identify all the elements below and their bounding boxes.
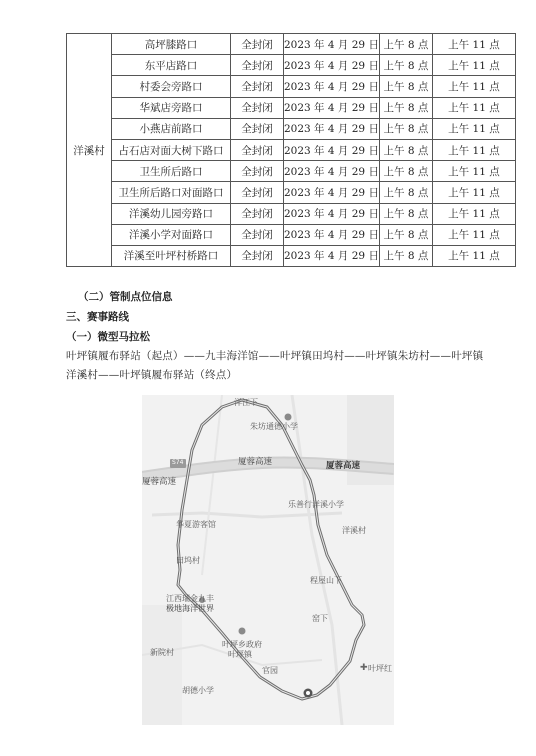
road-cell: 东平店路口: [112, 55, 231, 76]
date-cell: 2023 年 4 月 29 日: [284, 224, 380, 245]
government-marker-icon: [239, 628, 246, 635]
map-label-leshan-school: 乐善行洋溪小学: [288, 500, 344, 509]
school-marker-icon: [285, 414, 292, 421]
closure-type-cell: 全封闭: [231, 203, 284, 224]
start-time-cell: 上午 8 点: [379, 34, 432, 55]
start-time-cell: 上午 8 点: [379, 118, 432, 139]
closure-type-cell: 全封闭: [231, 161, 284, 182]
start-time-cell: 上午 8 点: [379, 139, 432, 160]
end-time-cell: 上午 11 点: [432, 118, 515, 139]
date-cell: 2023 年 4 月 29 日: [284, 97, 380, 118]
control-points-heading: （二）管制点位信息: [78, 291, 173, 303]
end-time-cell: 上午 11 点: [432, 34, 515, 55]
road-cell: 卫生所后路口对面路口: [112, 182, 231, 203]
closure-row: [67, 245, 516, 266]
road-cell: 洋溪至叶坪村桥路口: [112, 245, 231, 266]
closure-type-cell: 全封闭: [231, 118, 284, 139]
closure-row: [67, 182, 516, 203]
closure-row: [67, 118, 516, 139]
map-label-highway-right: 厦蓉高速: [326, 461, 361, 471]
road-cell: 卫生所后路口: [112, 161, 231, 182]
map-label-highway-mid: 厦蓉高速: [238, 457, 273, 467]
end-time-cell: 上午 11 点: [432, 245, 515, 266]
road-cell: 占石店对面大树下路口: [112, 139, 231, 160]
map-label-bottom-mid: 官园: [262, 666, 278, 675]
road-cell: 洋溪幼儿园旁路口: [112, 203, 231, 224]
closure-type-cell: 全封闭: [231, 55, 284, 76]
closure-row: [67, 34, 516, 55]
date-cell: 2023 年 4 月 29 日: [284, 76, 380, 97]
closure-row: [67, 76, 516, 97]
date-cell: 2023 年 4 月 29 日: [284, 245, 380, 266]
map-label-town-gov-2: 叶坪镇: [228, 650, 252, 659]
date-cell: 2023 年 4 月 29 日: [284, 118, 380, 139]
date-cell: 2023 年 4 月 29 日: [284, 182, 380, 203]
start-time-cell: 上午 8 点: [379, 203, 432, 224]
date-cell: 2023 年 4 月 29 日: [284, 161, 380, 182]
road-closure-table: [66, 33, 516, 267]
map-label-jiufeng-1: 江西瑞金九丰: [166, 594, 214, 603]
start-time-cell: 上午 8 点: [379, 76, 432, 97]
map-label-huaxia: 华夏游客馆: [176, 520, 216, 529]
start-time-cell: 上午 8 点: [379, 245, 432, 266]
end-time-cell: 上午 11 点: [432, 139, 515, 160]
map-label-zhufang-school: 朱坊通德小学: [250, 422, 298, 431]
closure-type-cell: 全封闭: [231, 182, 284, 203]
closure-type-cell: 全封闭: [231, 97, 284, 118]
road-cell: 华斌店旁路口: [112, 97, 231, 118]
cross-marker-icon: ✚: [360, 663, 368, 673]
route-description: 叶坪镇履布驿站（起点）——九丰海洋馆——叶坪镇田坞村——叶坪镇朱坊村——叶坪镇洋溪村——叶坪镇履布驿站（终点）: [66, 350, 484, 381]
map-label-xinyuan: 新院村: [150, 648, 174, 657]
road-cell: 高坪膝路口: [112, 34, 231, 55]
start-time-cell: 上午 8 点: [379, 55, 432, 76]
road-cell: 小燕店前路口: [112, 118, 231, 139]
end-time-cell: 上午 11 点: [432, 161, 515, 182]
closure-type-cell: 全封闭: [231, 139, 284, 160]
map-label-town-gov-1: 叶坪乡政府: [222, 640, 262, 649]
date-cell: 2023 年 4 月 29 日: [284, 139, 380, 160]
map-label-mingde: 胡德小学: [182, 686, 214, 695]
map-label-tianwu: 田坞村: [176, 556, 200, 565]
end-time-cell: 上午 11 点: [432, 182, 515, 203]
closure-type-cell: 全封闭: [231, 245, 284, 266]
closure-row: [67, 55, 516, 76]
closure-type-cell: 全封闭: [231, 34, 284, 55]
village-cell: 洋溪村: [67, 34, 112, 267]
date-cell: 2023 年 4 月 29 日: [284, 55, 380, 76]
route-map: [142, 395, 394, 725]
map-label-chengjia: 程屋山下: [310, 576, 342, 585]
map-label-highway-left: 厦蓉高速: [142, 477, 177, 487]
start-time-cell: 上午 8 点: [379, 182, 432, 203]
date-cell: 2023 年 4 月 29 日: [284, 203, 380, 224]
start-time-cell: 上午 8 点: [379, 161, 432, 182]
map-label-yepinghong: 叶坪红: [368, 664, 392, 673]
closure-row: [67, 139, 516, 160]
map-label-yangjiangxia: 洋江下: [234, 398, 258, 407]
closure-table-body: [67, 34, 516, 267]
map-label-kuoxia: 窑下: [312, 614, 328, 623]
route-section-heading: 三、赛事路线: [66, 311, 129, 323]
date-cell: 2023 年 4 月 29 日: [284, 34, 380, 55]
map-label-road-number: S74: [172, 459, 184, 466]
map-label-jiufeng-2: 极地海洋世界: [166, 604, 214, 613]
map-label-yangxi-village: 洋溪村: [342, 526, 366, 535]
micro-marathon-heading: （一）微型马拉松: [66, 331, 150, 343]
start-time-cell: 上午 8 点: [379, 97, 432, 118]
closure-row: [67, 203, 516, 224]
closure-row: [67, 161, 516, 182]
end-time-cell: 上午 11 点: [432, 55, 515, 76]
closure-type-cell: 全封闭: [231, 76, 284, 97]
end-time-cell: 上午 11 点: [432, 97, 515, 118]
closure-row: [67, 97, 516, 118]
end-time-cell: 上午 11 点: [432, 76, 515, 97]
closure-type-cell: 全封闭: [231, 224, 284, 245]
road-cell: 洋溪小学对面路口: [112, 224, 231, 245]
start-time-cell: 上午 8 点: [379, 224, 432, 245]
road-cell: 村委会旁路口: [112, 76, 231, 97]
closure-row: [67, 224, 516, 245]
end-time-cell: 上午 11 点: [432, 224, 515, 245]
end-time-cell: 上午 11 点: [432, 203, 515, 224]
